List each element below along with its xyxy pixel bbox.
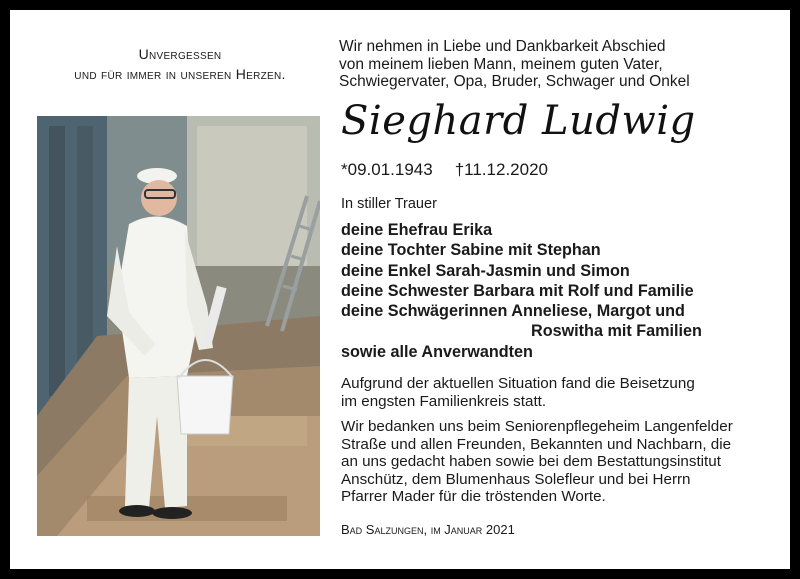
place-date: Bad Salzungen, im Januar 2021 — [341, 522, 515, 537]
portrait-photo — [37, 116, 320, 536]
funeral-notice — [341, 375, 771, 410]
mourners-list — [341, 220, 761, 362]
intro-line-2: von meinem lieben Mann, meinem guten Vater, — [339, 55, 663, 73]
funeral-line-1: Aufgrund der aktuellen Situation fand die Beisetzung — [341, 375, 695, 392]
motto-line-2: und für immer in unseren Herzen. — [74, 66, 286, 82]
mourner-line: deine Ehefrau Erika — [341, 221, 493, 239]
deceased-name: Sieghard Ludwig — [341, 98, 696, 144]
thanks-line: Straße und allen Freunden, Bekannten und Nachbarn, die — [341, 435, 732, 453]
birth-date: *09.01.1943 — [341, 160, 433, 179]
thanks-line: an uns gedacht haben sowie bei dem Bestattungsinstitut — [341, 453, 721, 470]
mourner-line: deine Schwester Barbara mit Rolf und Familie — [341, 281, 694, 300]
motto-line-1: Unvergessen — [138, 46, 222, 62]
intro-line-1: Wir nehmen in Liebe und Dankbarkeit Abschied — [339, 38, 666, 55]
memorial-motto — [40, 44, 320, 84]
thanks-line: Wir bedanken uns beim Seniorenpflegeheim Langenfelder — [341, 418, 733, 435]
mourning-label: In stiller Trauer — [341, 196, 437, 212]
mourner-line: deine Schwägerinnen Anneliese, Margot und — [341, 302, 685, 321]
death-date: †11.12.2020 — [454, 160, 548, 179]
funeral-line-2: im engsten Familienkreis statt. — [341, 392, 547, 410]
life-dates — [341, 160, 570, 180]
mourner-line: deine Tochter Sabine mit Stephan — [341, 241, 601, 260]
thanks-line: Anschütz, dem Blumenhaus Solefleur und bei Herrn — [341, 470, 691, 488]
obituary-notice — [10, 10, 790, 569]
mourner-line: sowie alle Anverwandten — [341, 342, 533, 361]
mourner-line: deine Enkel Sarah-Jasmin und Simon — [341, 261, 630, 280]
intro-text — [339, 38, 759, 91]
thanks-paragraph — [341, 418, 771, 506]
thanks-line: Pfarrer Mader für die tröstenden Worte. — [341, 488, 606, 505]
mourner-line: Roswitha mit Familien — [531, 322, 702, 341]
intro-line-3: Schwiegervater, Opa, Bruder, Schwager und Onkel — [339, 73, 690, 90]
